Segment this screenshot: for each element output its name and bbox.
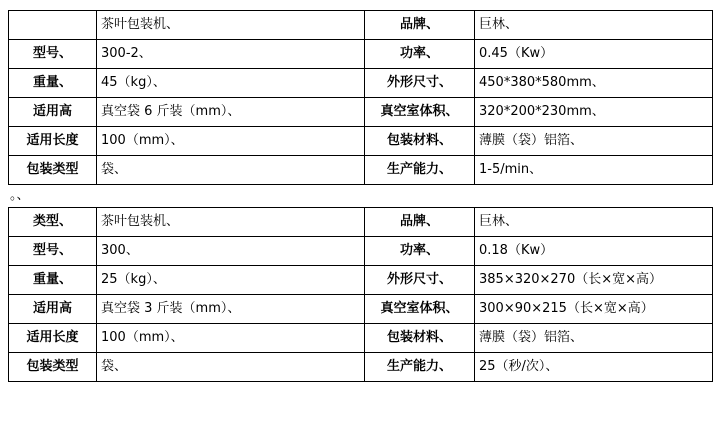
table-row xyxy=(9,40,713,69)
row-value-1: 45（kg）、 xyxy=(97,69,365,98)
between-tables-note: 。、 xyxy=(10,188,30,203)
row-label-2: 包装材料、 xyxy=(365,127,475,156)
row-value-2: 0.45（Kw） xyxy=(475,40,713,69)
row-value-1: 袋、 xyxy=(97,353,365,382)
table-row xyxy=(9,156,713,185)
row-label-2: 功率、 xyxy=(365,237,475,266)
row-value-1: 真空袋 3 斤装（mm）、 xyxy=(97,295,365,324)
table-row xyxy=(9,324,713,353)
row-label-1: 适用高 xyxy=(9,295,97,324)
table-row xyxy=(9,127,713,156)
row-label-1: 包装类型 xyxy=(9,353,97,382)
table-row xyxy=(9,11,713,40)
row-value-1: 茶叶包装机、 xyxy=(97,208,365,237)
row-value-2: 巨林、 xyxy=(475,11,713,40)
row-value-2: 300×90×215（长×宽×高） xyxy=(475,295,713,324)
row-value-1: 25（kg）、 xyxy=(97,266,365,295)
row-label-1: 类型、 xyxy=(9,208,97,237)
table-row xyxy=(9,266,713,295)
spec-table-2 xyxy=(8,207,713,382)
table-row xyxy=(9,208,713,237)
row-label-1: 重量、 xyxy=(9,266,97,295)
row-value-1: 100（mm）、 xyxy=(97,127,365,156)
table-row xyxy=(9,237,713,266)
row-value-2: 0.18（Kw） xyxy=(475,237,713,266)
table-row xyxy=(9,69,713,98)
row-label-2: 生产能力、 xyxy=(365,353,475,382)
row-value-2: 1-5/min、 xyxy=(475,156,713,185)
row-label-1: 适用长度 xyxy=(9,127,97,156)
row-value-1: 袋、 xyxy=(97,156,365,185)
row-value-1: 300、 xyxy=(97,237,365,266)
row-value-2: 25（秒/次）、 xyxy=(475,353,713,382)
row-label-1: 型号、 xyxy=(9,237,97,266)
row-value-2: 薄膜（袋）铝箔、 xyxy=(475,324,713,353)
row-label-2: 品牌、 xyxy=(365,11,475,40)
row-label-2: 真空室体积、 xyxy=(365,295,475,324)
table-row xyxy=(9,353,713,382)
row-value-2: 450*380*580mm、 xyxy=(475,69,713,98)
row-value-1: 真空袋 6 斤装（mm）、 xyxy=(97,98,365,127)
table-row xyxy=(9,98,713,127)
row-value-2: 385×320×270（长×宽×高） xyxy=(475,266,713,295)
row-value-2: 巨林、 xyxy=(475,208,713,237)
row-label-1: 适用高 xyxy=(9,98,97,127)
row-label-2: 生产能力、 xyxy=(365,156,475,185)
spec-table-1 xyxy=(8,10,713,185)
row-label-2: 品牌、 xyxy=(365,208,475,237)
row-value-2: 薄膜（袋）铝箔、 xyxy=(475,127,713,156)
row-label-1: 型号、 xyxy=(9,40,97,69)
row-label-2: 包装材料、 xyxy=(365,324,475,353)
row-label-2: 外形尺寸、 xyxy=(365,69,475,98)
row-label-1: 包装类型 xyxy=(9,156,97,185)
row-value-1: 100（mm）、 xyxy=(97,324,365,353)
row-value-2: 320*200*230mm、 xyxy=(475,98,713,127)
row-label-1: 适用长度 xyxy=(9,324,97,353)
table-row xyxy=(9,295,713,324)
row-value-1: 300-2、 xyxy=(97,40,365,69)
row-label-2: 功率、 xyxy=(365,40,475,69)
row-label-2: 外形尺寸、 xyxy=(365,266,475,295)
row-label-1: 重量、 xyxy=(9,69,97,98)
row-value-1: 茶叶包装机、 xyxy=(97,11,365,40)
row-label-1 xyxy=(9,11,97,40)
row-label-2: 真空室体积、 xyxy=(365,98,475,127)
